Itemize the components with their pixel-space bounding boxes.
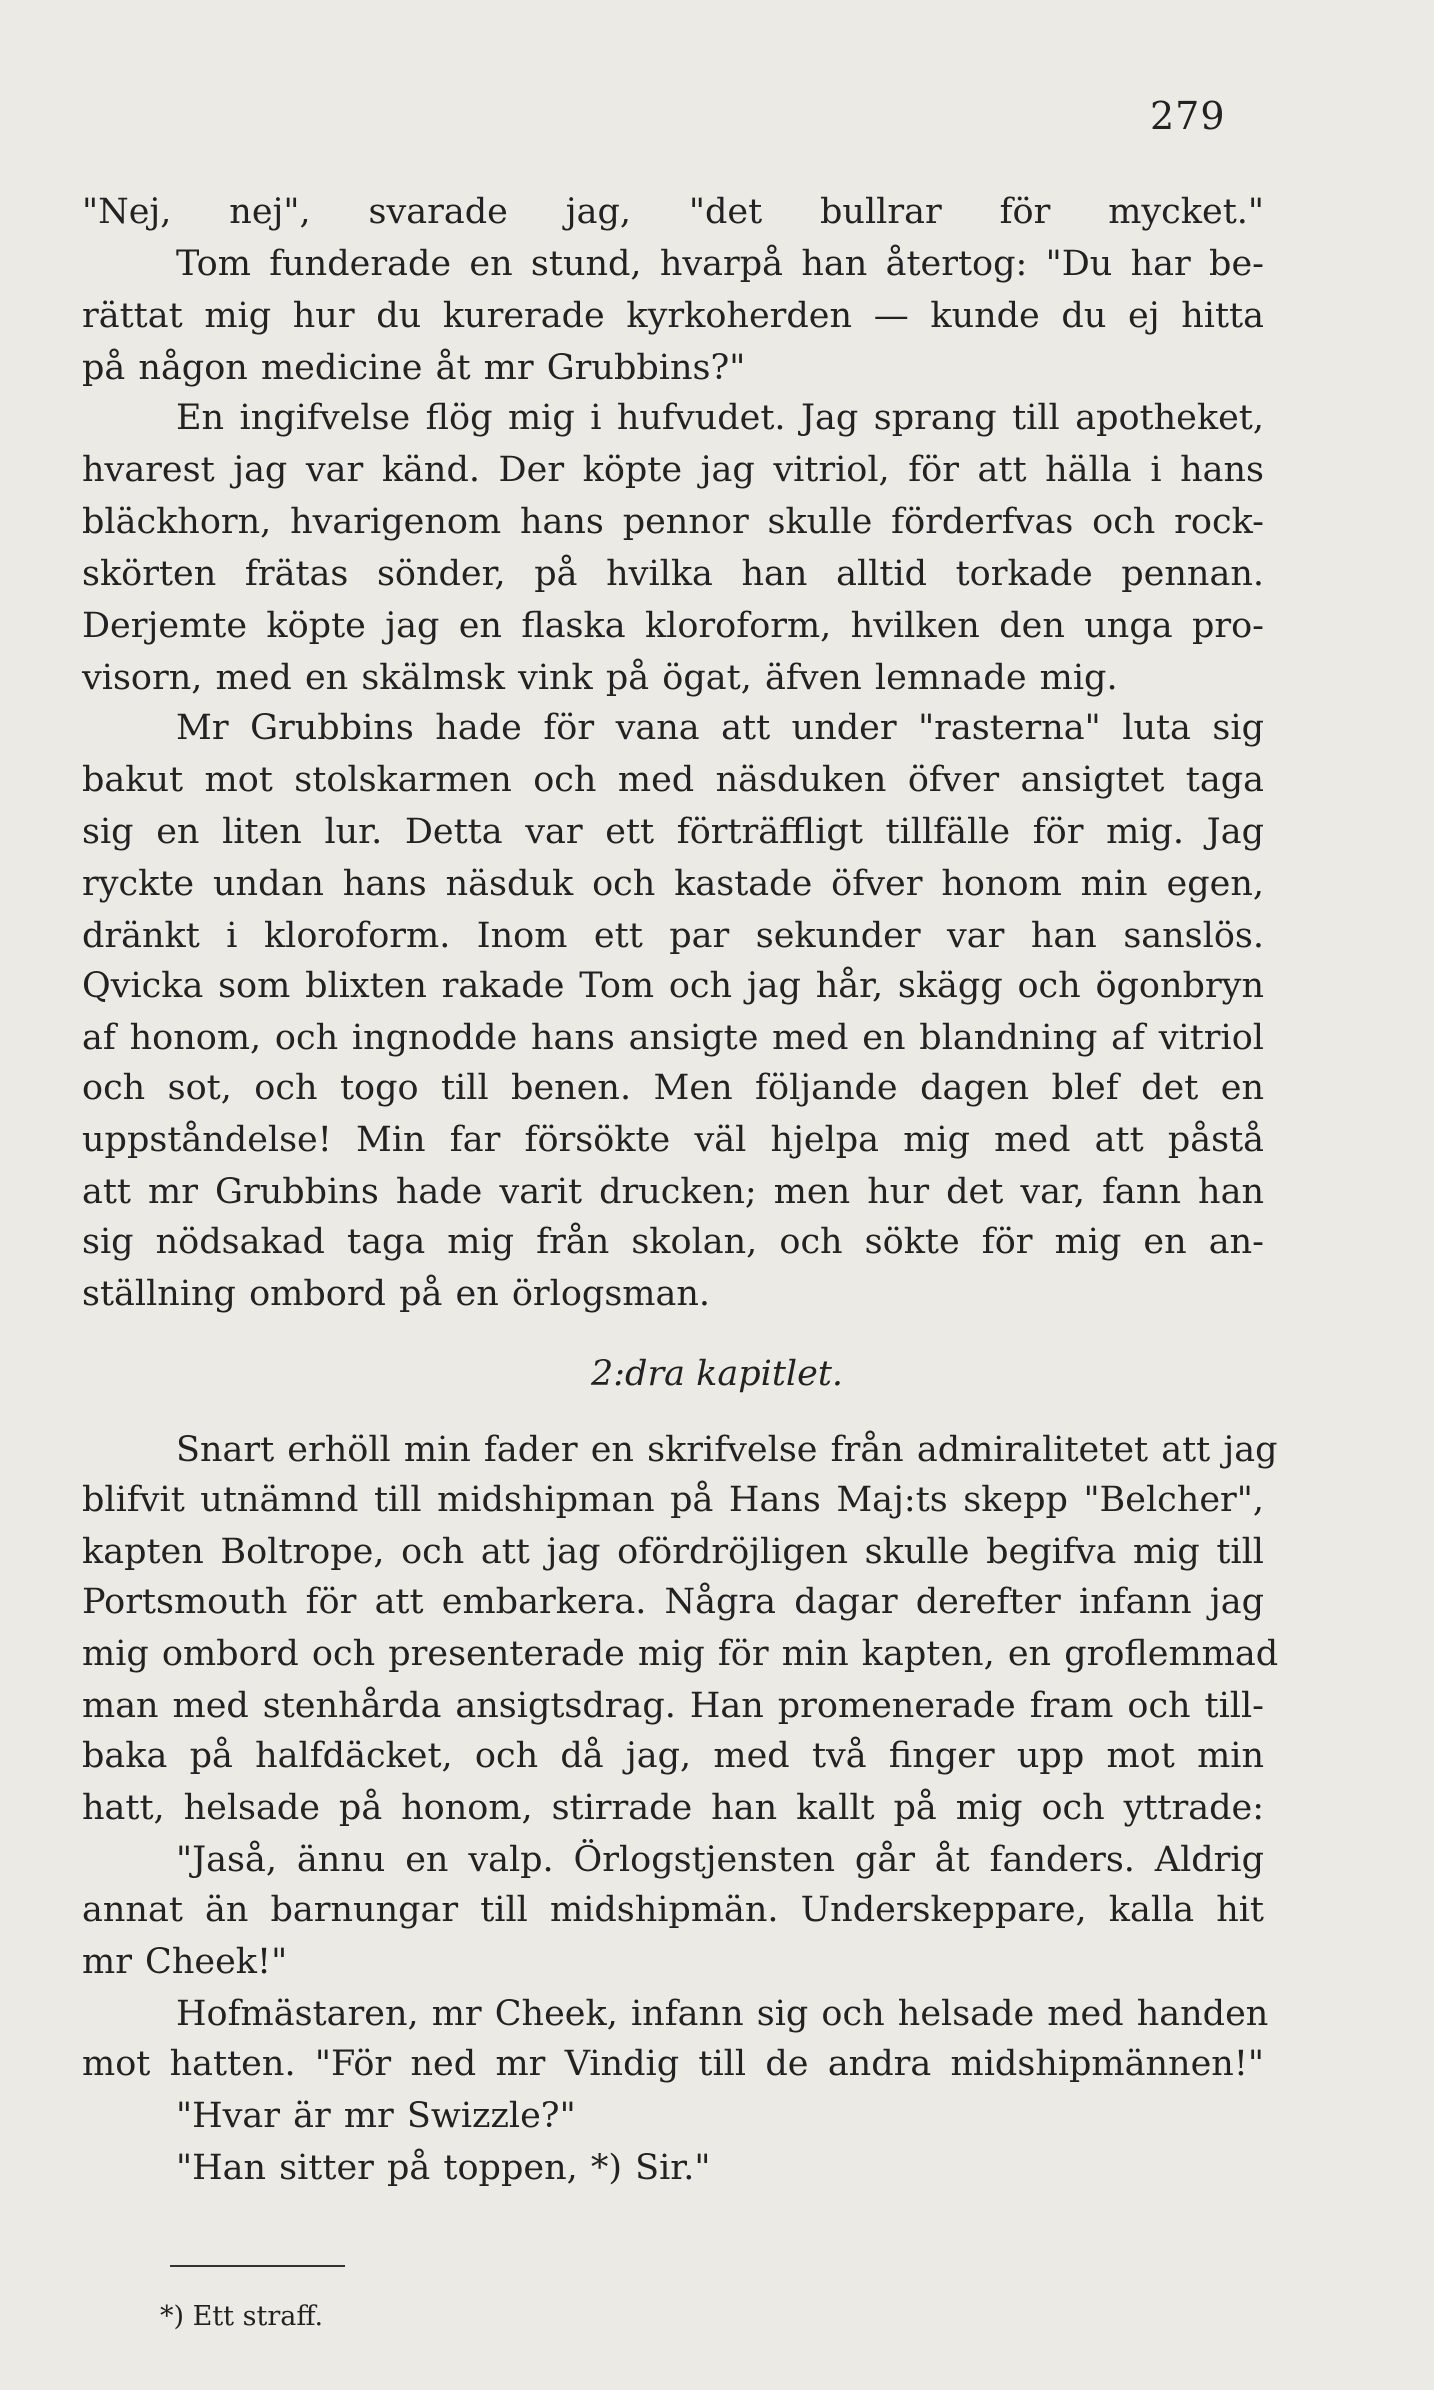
- text-line: mot hatten. "För ned mr Vindig till de andra midshipmännen!": [82, 2044, 1264, 2084]
- text-line: att mr Grubbins hade varit drucken; men hur det var, fann han: [82, 1172, 1264, 1212]
- text-line: ryckte undan hans näsduk och kastade öfver honom min egen,: [82, 864, 1264, 904]
- text-line: och sot, och togo till benen. Men följande dagen blef det en: [82, 1068, 1264, 1108]
- text-line: Tom funderade en stund, hvarpå han återtog: "Du har be-: [176, 244, 1264, 284]
- text-line: på någon medicine åt mr Grubbins?": [82, 348, 746, 388]
- text-line: uppståndelse! Min far försökte väl hjelpa mig med att påstå: [82, 1120, 1264, 1160]
- text-line: baka på halfdäcket, och då jag, med två finger upp mot min: [82, 1736, 1264, 1776]
- text-line: af honom, och ingnodde hans ansigte med en blandning af vitriol: [82, 1018, 1264, 1058]
- text-line: Qvicka som blixten rakade Tom och jag hår, skägg och ögonbryn: [82, 966, 1264, 1006]
- text-line: annat än barnungar till midshipmän. Underskeppare, kalla hit: [82, 1890, 1264, 1930]
- text-line: visorn, med en skälmsk vink på ögat, äfven lemnade mig.: [82, 658, 1118, 698]
- page-number: 279: [1150, 94, 1226, 138]
- footnote-rule: [170, 2265, 345, 2267]
- text-line: mig ombord och presenterade mig för min kapten, en groflemmad: [82, 1634, 1279, 1674]
- text-line: ställning ombord på en örlogsman.: [82, 1274, 711, 1314]
- text-line: sig nödsakad taga mig från skolan, och sökte för mig en an-: [82, 1222, 1264, 1262]
- text-line: Derjemte köpte jag en flaska kloroform, hvilken den unga pro-: [82, 606, 1264, 646]
- text-line: dränkt i kloroform. Inom ett par sekunder var han sanslös.: [82, 916, 1264, 956]
- text-line: bakut mot stolskarmen och med näsduken öfver ansigtet taga: [82, 760, 1264, 800]
- text-line: En ingifvelse flög mig i hufvudet. Jag sprang till apotheket,: [176, 398, 1264, 438]
- text-line: sig en liten lur. Detta var ett förträffligt tillfälle för mig. Jag: [82, 812, 1264, 852]
- text-line: "Jaså, ännu en valp. Örlogstjensten går åt fanders. Aldrig: [176, 1840, 1264, 1880]
- text-line: "Han sitter på toppen, *) Sir.": [176, 2148, 711, 2188]
- text-line: Hofmästaren, mr Cheek, infann sig och helsade med handen: [176, 1994, 1269, 2034]
- text-line: skörten frätas sönder, på hvilka han alltid torkade pennan.: [82, 554, 1264, 594]
- text-line: mr Cheek!": [82, 1942, 288, 1982]
- text-line: "Hvar är mr Swizzle?": [176, 2096, 576, 2136]
- text-line: man med stenhårda ansigtsdrag. Han promenerade fram och till-: [82, 1686, 1264, 1726]
- text-line: "Nej, nej", svarade jag, "det bullrar för mycket.": [82, 192, 1264, 232]
- text-line: hvarest jag var känd. Der köpte jag vitriol, för att hälla i hans: [82, 450, 1264, 490]
- text-line: hatt, helsade på honom, stirrade han kallt på mig och yttrade:: [82, 1788, 1264, 1828]
- text-line: rättat mig hur du kurerade kyrkoherden — kunde du ej hitta: [82, 296, 1264, 336]
- text-line: Portsmouth för att embarkera. Några dagar derefter infann jag: [82, 1582, 1264, 1622]
- text-line: kapten Boltrope, och att jag ofördröjligen skulle begifva mig till: [82, 1532, 1264, 1572]
- chapter-heading: 2:dra kapitlet.: [590, 1354, 844, 1394]
- text-line: bläckhorn, hvarigenom hans pennor skulle förderfvas och rock-: [82, 502, 1264, 542]
- footnote: *) Ett straff.: [160, 2301, 324, 2332]
- text-line: Snart erhöll min fader en skrifvelse från admiralitetet att jag: [176, 1430, 1278, 1470]
- text-line: Mr Grubbins hade för vana att under "rasterna" luta sig: [176, 708, 1264, 748]
- text-line: blifvit utnämnd till midshipman på Hans Maj:ts skepp "Belcher",: [82, 1480, 1264, 1520]
